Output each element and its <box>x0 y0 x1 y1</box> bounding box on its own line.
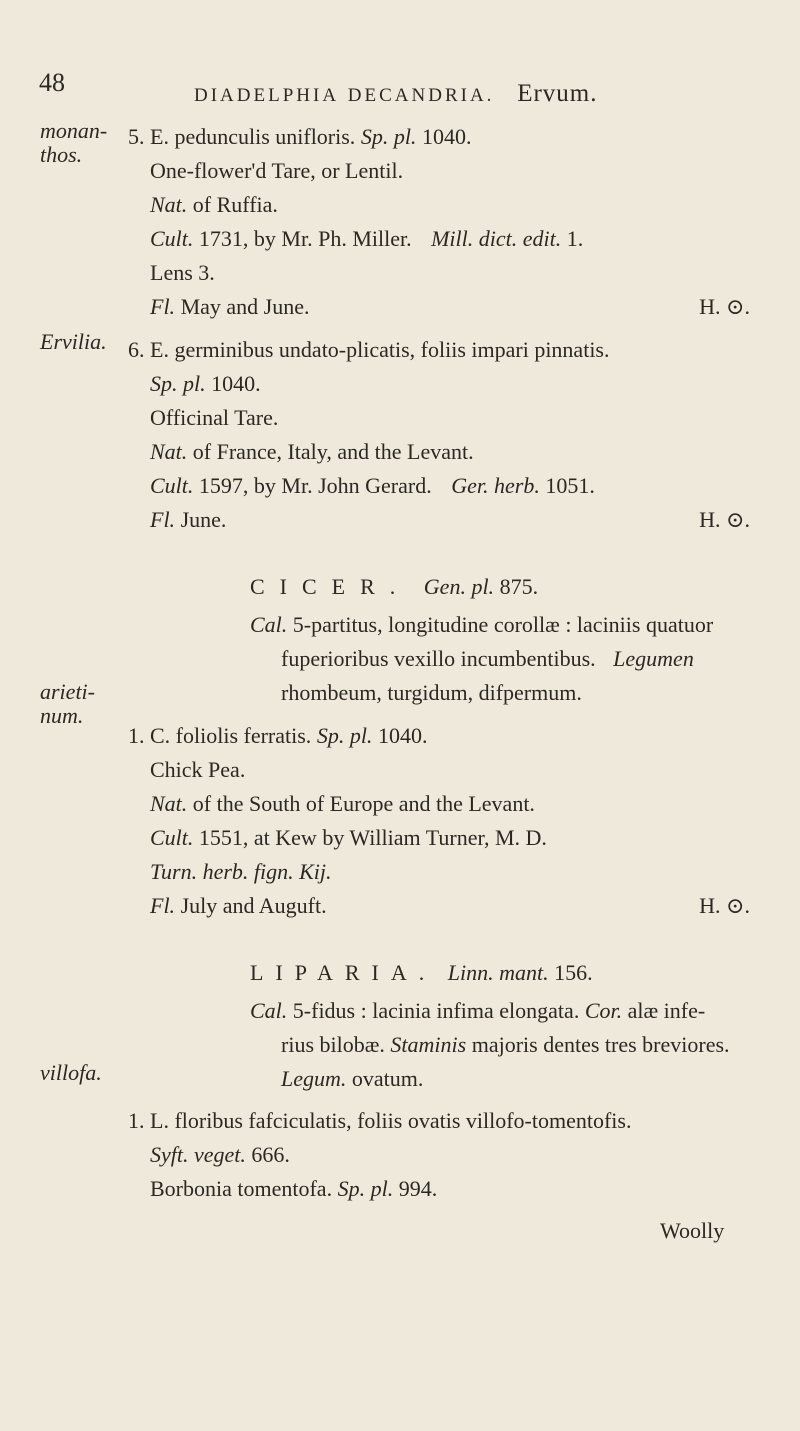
cal-label: Cal. <box>250 612 288 637</box>
ervum-5-native <box>150 192 278 218</box>
diagnosis-text: C. foliolis ferratis. <box>150 723 312 748</box>
cult-reference: Mill. dict. edit. <box>431 226 562 251</box>
cicer-1-common-name: Chick Pea. <box>150 757 246 782</box>
genus-heading: CICER. <box>250 574 411 599</box>
genus-reference-number: 875. <box>499 574 539 599</box>
syst-reference: Syft. veget. <box>150 1142 246 1167</box>
species-number: 1. <box>128 1108 145 1133</box>
reference-page: 994. <box>398 1176 438 1201</box>
fl-label: Fl. <box>150 893 176 918</box>
liparia-heading <box>250 960 593 986</box>
margin-note-villosa: villofa. <box>40 1060 102 1085</box>
diagnosis-text: L. floribus fafciculatis, foliis ovatis villofo-tomentofis. <box>150 1108 632 1133</box>
liparia-1-system-reference <box>150 1142 290 1168</box>
cult-reference: Ger. herb. <box>451 473 540 498</box>
liparia-1-synonym <box>150 1176 437 1202</box>
margin-note-line: num. <box>40 703 84 728</box>
margin-note-arietinum <box>40 680 95 728</box>
staminis-text: majoris dentes tres breviores. <box>471 1032 730 1057</box>
fl-label: Fl. <box>150 507 176 532</box>
genus-name: Ervum. <box>517 80 598 107</box>
cult-text: 1597, by Mr. John Gerard. <box>198 473 432 498</box>
species-number: 6. <box>128 337 145 362</box>
legum-label: Legum. <box>281 1066 347 1091</box>
genus-heading: LIPARIA. <box>250 960 437 985</box>
cicer-heading <box>250 574 538 600</box>
nat-label: Nat. <box>150 192 188 217</box>
fl-text: June. <box>180 507 227 532</box>
synonym-text: Borbonia tomentofa. <box>150 1176 333 1201</box>
cicer-1-cultivation <box>150 825 547 851</box>
ervum-6-diagnosis <box>128 337 610 363</box>
cicer-calyx-line-3: rhombeum, turgidum, difpermum. <box>281 680 582 705</box>
cicer-calyx-line-2 <box>281 646 694 672</box>
diagnosis-text: E. germinibus undato-plicatis, foliis impari pinnatis. <box>150 337 610 362</box>
cicer-1-native <box>150 791 535 817</box>
catchword: Woolly <box>660 1218 725 1243</box>
nat-text: of France, Italy, and the Levant. <box>192 439 474 464</box>
cor-label: Cor. <box>584 998 623 1023</box>
liparia-1-diagnosis <box>128 1108 631 1134</box>
liparia-description-line-2 <box>281 1032 730 1058</box>
ervum-6-native <box>150 439 474 465</box>
margin-note-line: thos. <box>40 142 83 167</box>
species-number: 1. <box>128 723 145 748</box>
cult-text: 1731, by Mr. Ph. Miller. <box>198 226 412 251</box>
cor-text: alæ infe- <box>627 998 706 1023</box>
margin-note-ervilia: Ervilia. <box>40 329 107 354</box>
cicer-1-habit: H. ⊙. <box>699 893 750 918</box>
fl-text: July and Auguft. <box>180 893 327 918</box>
cicer-calyx-line-1 <box>250 612 713 638</box>
running-header <box>194 80 597 108</box>
cicer-1-diagnosis <box>128 723 427 749</box>
cicer-1-reference: Turn. herb. fign. Kij. <box>150 859 332 884</box>
reference-label: Sp. pl. <box>337 1176 394 1201</box>
cult-label: Cult. <box>150 473 194 498</box>
liparia-description-line-3 <box>281 1066 423 1092</box>
species-number: 5. <box>128 124 145 149</box>
genus-reference-number: 156. <box>554 960 593 985</box>
cor-text: rius bilobæ. <box>281 1032 385 1057</box>
reference-label: Sp. pl. <box>360 124 417 149</box>
margin-note-line: monan- <box>40 118 108 143</box>
legumen-label: Legumen <box>613 646 694 671</box>
syst-page: 666. <box>251 1142 290 1167</box>
liparia-description-line-1 <box>250 998 705 1024</box>
fl-text: May and June. <box>180 294 310 319</box>
cult-reference-number: 1. <box>566 226 584 251</box>
ervum-5-diagnosis <box>128 124 471 150</box>
cult-label: Cult. <box>150 226 194 251</box>
reference-label: Sp. pl. <box>316 723 373 748</box>
cult-label: Cult. <box>150 825 194 850</box>
genus-reference: Gen. pl. <box>423 574 495 599</box>
ervum-5-flowering <box>150 294 309 320</box>
diagnosis-text: E. pedunculis unifloris. <box>150 124 356 149</box>
reference-page: 1040. <box>377 723 428 748</box>
cal-text: fuperioribus vexillo incumbentibus. <box>281 646 596 671</box>
class-name: DIADELPHIA <box>194 85 340 106</box>
fl-label: Fl. <box>150 294 176 319</box>
cal-text: 5-fidus : lacinia infima elongata. <box>292 998 580 1023</box>
nat-label: Nat. <box>150 439 188 464</box>
reference-label: Sp. pl. <box>150 371 206 396</box>
order-name: DECANDRIA. <box>347 85 495 106</box>
ervum-5-synonym: Lens 3. <box>150 260 215 285</box>
cult-text: 1551, at Kew by William Turner, M. D. <box>198 825 547 850</box>
ervum-6-habit: H. ⊙. <box>699 507 750 532</box>
staminis-label: Staminis <box>390 1032 467 1057</box>
ervum-6-common-name: Officinal Tare. <box>150 405 279 430</box>
cal-label: Cal. <box>250 998 288 1023</box>
nat-text: of Ruffia. <box>192 192 278 217</box>
page-number: 48 <box>39 68 65 97</box>
genus-reference: Linn. mant. <box>447 960 549 985</box>
ervum-5-common-name: One-flower'd Tare, or Lentil. <box>150 158 404 183</box>
cult-reference-number: 1051. <box>545 473 595 498</box>
reference-page: 1040. <box>421 124 472 149</box>
ervum-5-habit: H. ⊙. <box>699 294 750 319</box>
ervum-5-cultivation <box>150 226 583 252</box>
ervum-6-reference <box>150 371 261 397</box>
margin-note-line: arieti- <box>40 679 95 704</box>
ervum-6-cultivation <box>150 473 595 499</box>
nat-text: of the South of Europe and the Levant. <box>192 791 535 816</box>
legum-text: ovatum. <box>351 1066 424 1091</box>
ervum-6-flowering <box>150 507 226 533</box>
reference-page: 1040. <box>211 371 261 396</box>
margin-note-monanthos <box>40 119 107 167</box>
cal-text: 5-partitus, longitudine corollæ : laciniis quatuor <box>292 612 714 637</box>
cicer-1-flowering <box>150 893 327 919</box>
nat-label: Nat. <box>150 791 188 816</box>
